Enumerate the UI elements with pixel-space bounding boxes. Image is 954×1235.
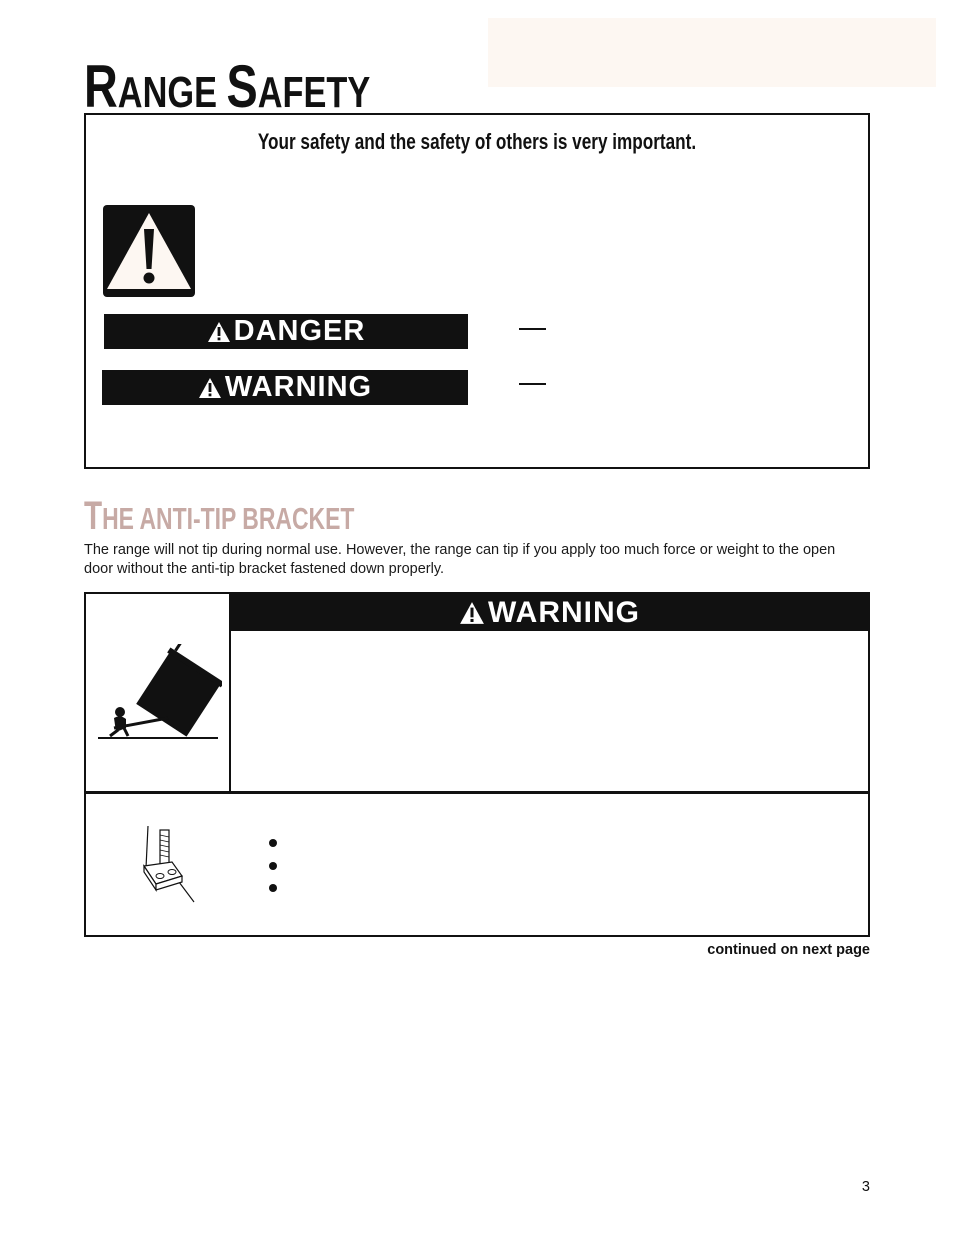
anti-tip-title-cap: T xyxy=(84,494,103,538)
warning-label: WARNING xyxy=(224,371,373,403)
bracket-bullet-list xyxy=(269,839,277,907)
page-title-cap1: R xyxy=(84,53,118,120)
safety-alert-triangle-icon xyxy=(103,205,195,297)
safety-message-box xyxy=(84,113,870,469)
bullet-dot xyxy=(269,884,277,892)
page-title-rest2: AFETY xyxy=(257,68,371,117)
danger-label: DANGER xyxy=(233,315,366,347)
anti-tip-warning-signal-word xyxy=(231,594,868,631)
danger-signal-word xyxy=(104,314,468,349)
anti-tip-title-rest: HE ANTI-TIP BRACKET xyxy=(102,501,355,536)
page-number: 3 xyxy=(861,1179,870,1195)
warning-triangle-icon xyxy=(207,321,231,343)
child-tipping-range-icon xyxy=(96,644,222,744)
page-title-rest1: ANGE xyxy=(117,68,227,117)
safety-subtitle-row xyxy=(86,129,868,155)
anti-tip-warning-box xyxy=(84,592,870,937)
continued-note: continued on next page xyxy=(707,942,870,958)
anti-tip-warning-label: WARNING xyxy=(488,595,640,629)
anti-tip-bracket-icon xyxy=(136,826,201,906)
safety-subtitle: Your safety and the safety of others is very important. xyxy=(257,129,697,154)
bullet-dot xyxy=(269,839,277,847)
warning-signal-word xyxy=(102,370,468,405)
box-divider-horizontal xyxy=(86,791,868,794)
warning-triangle-icon xyxy=(459,601,485,625)
warning-dash-rule xyxy=(519,383,546,385)
anti-tip-section-title xyxy=(84,494,355,538)
anti-tip-intro: The range will not tip during normal use. However, the range can tip if you apply too much force or weight to the open door without the anti-tip bracket fastened down properly. xyxy=(84,542,836,577)
warning-triangle-icon xyxy=(198,377,222,399)
header-tint-band xyxy=(488,18,936,87)
danger-dash-rule xyxy=(519,328,546,330)
page-title-cap2: S xyxy=(226,53,258,120)
bullet-dot xyxy=(269,862,277,870)
page-title xyxy=(84,52,371,120)
